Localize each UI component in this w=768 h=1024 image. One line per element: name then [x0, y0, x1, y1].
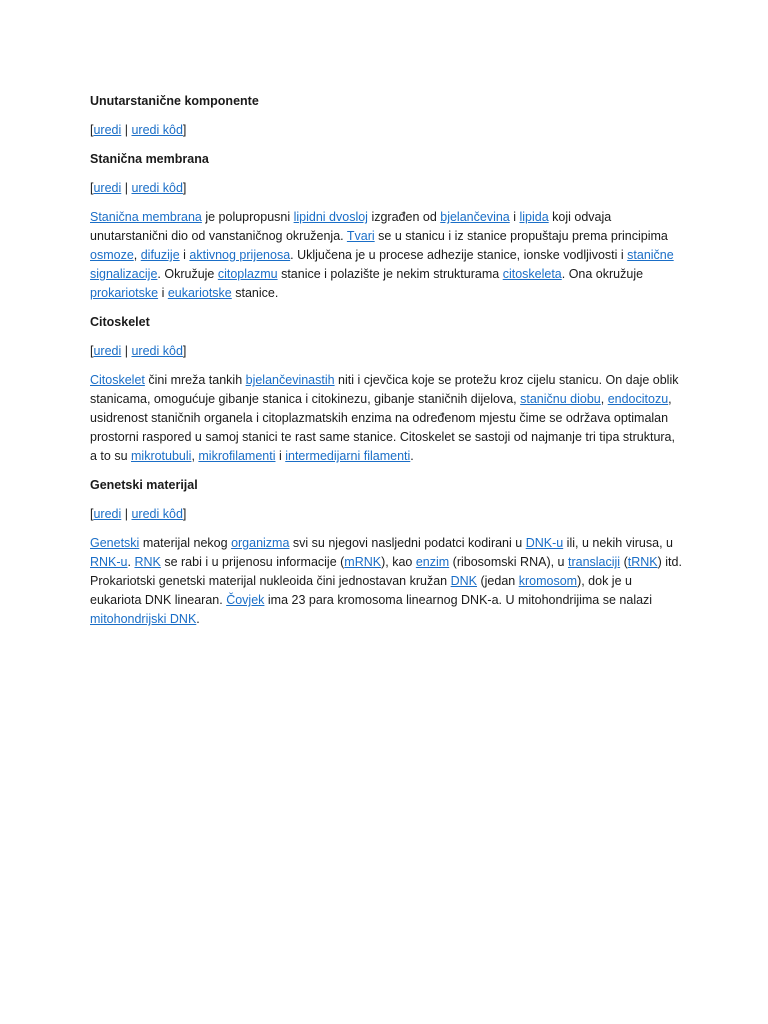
document-body [90, 92, 682, 639]
link-citoskeleta[interactable]: citoskeleta [502, 267, 562, 281]
paragraph-genetski-materijal [90, 534, 682, 629]
text: . Okružuje [157, 267, 218, 281]
link-trnk[interactable]: tRNK [627, 555, 658, 569]
text: ili, u nekih virusa, u [563, 536, 673, 550]
link-osmoze[interactable]: osmoze [90, 248, 134, 262]
link-covjek[interactable]: Čovjek [226, 593, 265, 607]
text: stanice i polazište je nekim strukturama [277, 267, 503, 281]
edit-link[interactable]: uredi [93, 344, 122, 358]
separator: | [121, 181, 132, 195]
text: je polupropusni [201, 210, 294, 224]
text: materijal nekog [139, 536, 232, 550]
text: , [133, 248, 141, 262]
link-citoskelet[interactable]: Citoskelet [90, 373, 145, 387]
text: izgrađen od [367, 210, 441, 224]
text: ), kao [381, 555, 416, 569]
edit-source-link[interactable]: uredi kôd [131, 181, 183, 195]
link-eukariotske[interactable]: eukariotske [167, 286, 232, 300]
bracket-open: [ [90, 123, 94, 137]
text: se rabi i u prijenosu informacije ( [160, 555, 345, 569]
link-genetski[interactable]: Genetski [90, 536, 140, 550]
edit-source-link[interactable]: uredi kôd [131, 123, 183, 137]
link-rnk-u[interactable]: RNK-u [90, 555, 128, 569]
heading-citoskelet: Citoskelet [90, 315, 150, 329]
text: . Ona okružuje [561, 267, 644, 281]
text: niti i cjevčica koje se protežu kroz cijelu stanicu. On daje oblik stanicama, omogućuje gibanje stanica i citokinezu, gibanje staničnih dijelova, [90, 373, 679, 406]
link-prokariotske[interactable]: prokariotske [90, 286, 159, 300]
text: ), dok je u eukariota DNK linearan. [90, 574, 632, 607]
text: koji odvaja unutarstanični dio od vanstaničnog okruženja. [90, 210, 612, 243]
text: i [275, 449, 286, 463]
paragraph-stanicna-membrana [90, 208, 682, 303]
edit-links [90, 342, 682, 361]
bracket-open: [ [90, 507, 94, 521]
link-citoplazmu[interactable]: citoplazmu [217, 267, 278, 281]
text: (jedan [477, 574, 519, 588]
text: i [158, 286, 168, 300]
link-tvari[interactable]: Tvari [346, 229, 375, 243]
separator: | [121, 507, 132, 521]
text: (ribosomski RNA), u [449, 555, 568, 569]
link-stanicnu-diobu[interactable]: staničnu diobu [520, 392, 601, 406]
link-enzim[interactable]: enzim [415, 555, 450, 569]
link-lipida[interactable]: lipida [519, 210, 549, 224]
link-organizma[interactable]: organizma [231, 536, 290, 550]
link-stanicne-signalizacije[interactable]: stanične signalizacije [90, 248, 674, 281]
link-mikrofilamenti[interactable]: mikrofilamenti [198, 449, 276, 463]
text: se u stanicu i iz stanice propuštaju prema principima [374, 229, 668, 243]
text: . [410, 449, 414, 463]
link-mitohondrijski-dnk[interactable]: mitohondrijski DNK [90, 612, 197, 626]
link-bjelancevinastih[interactable]: bjelančevinastih [245, 373, 335, 387]
edit-link[interactable]: uredi [93, 507, 122, 521]
text: . [196, 612, 200, 626]
text: ima 23 para kromosoma linearnog DNK-a. U mitohondrijima se nalazi [264, 593, 653, 607]
link-lipidni-dvosloj[interactable]: lipidni dvosloj [293, 210, 368, 224]
link-kromosom[interactable]: kromosom [518, 574, 578, 588]
heading-unutarstanicne-komponente: Unutarstanične komponente [90, 94, 259, 108]
edit-link[interactable]: uredi [93, 123, 122, 137]
link-difuzije[interactable]: difuzije [140, 248, 180, 262]
link-dnk-u[interactable]: DNK-u [525, 536, 564, 550]
edit-links [90, 179, 682, 198]
edit-source-link[interactable]: uredi kôd [131, 507, 183, 521]
text: i [509, 210, 520, 224]
bracket-close: ] [182, 344, 187, 358]
link-intermedijarni-filamenti[interactable]: intermedijarni filamenti [285, 449, 411, 463]
link-translaciji[interactable]: translaciji [567, 555, 621, 569]
link-aktivnog-prijenosa[interactable]: aktivnog prijenosa [189, 248, 291, 262]
heading-genetski-materijal: Genetski materijal [90, 478, 198, 492]
edit-link[interactable]: uredi [93, 181, 122, 195]
text: svi su njegovi nasljedni podatci kodirani u [289, 536, 526, 550]
text: , [600, 392, 608, 406]
paragraph-citoskelet [90, 371, 682, 466]
text: , [191, 449, 199, 463]
link-bjelancevina[interactable]: bjelančevina [440, 210, 510, 224]
heading-stanicna-membrana: Stanična membrana [90, 152, 209, 166]
text: . [127, 555, 135, 569]
text: čini mreža tankih [144, 373, 246, 387]
text: . Uključena je u procese adhezije stanice, ionske vodljivosti i [290, 248, 628, 262]
link-dnk[interactable]: DNK [450, 574, 478, 588]
text: , usidrenost staničnih organela i citoplazmatskih enzima na određenom mjestu čime se održava optimalan prostorni raspored u samoj stanici te rast same stanice. Citoskelet se sastoji od najmanje tri tipa struktura, a to su [90, 392, 675, 463]
link-mikrotubuli[interactable]: mikrotubuli [131, 449, 192, 463]
link-rnk[interactable]: RNK [134, 555, 161, 569]
separator: | [121, 344, 132, 358]
link-endocitozu[interactable]: endocitozu [607, 392, 669, 406]
separator: | [121, 123, 132, 137]
bracket-close: ] [182, 181, 187, 195]
bracket-open: [ [90, 344, 94, 358]
link-stanicna-membrana[interactable]: Stanična membrana [90, 210, 202, 224]
text: ) itd. Prokariotski genetski materijal nukleoida čini jednostavan kružan [90, 555, 682, 588]
text: stanice. [231, 286, 279, 300]
bracket-open: [ [90, 181, 94, 195]
text: i [179, 248, 190, 262]
edit-links [90, 505, 682, 524]
bracket-close: ] [182, 123, 187, 137]
edit-links [90, 121, 682, 140]
link-mrnk[interactable]: mRNK [344, 555, 382, 569]
bracket-close: ] [182, 507, 187, 521]
edit-source-link[interactable]: uredi kôd [131, 344, 183, 358]
text: ( [620, 555, 628, 569]
